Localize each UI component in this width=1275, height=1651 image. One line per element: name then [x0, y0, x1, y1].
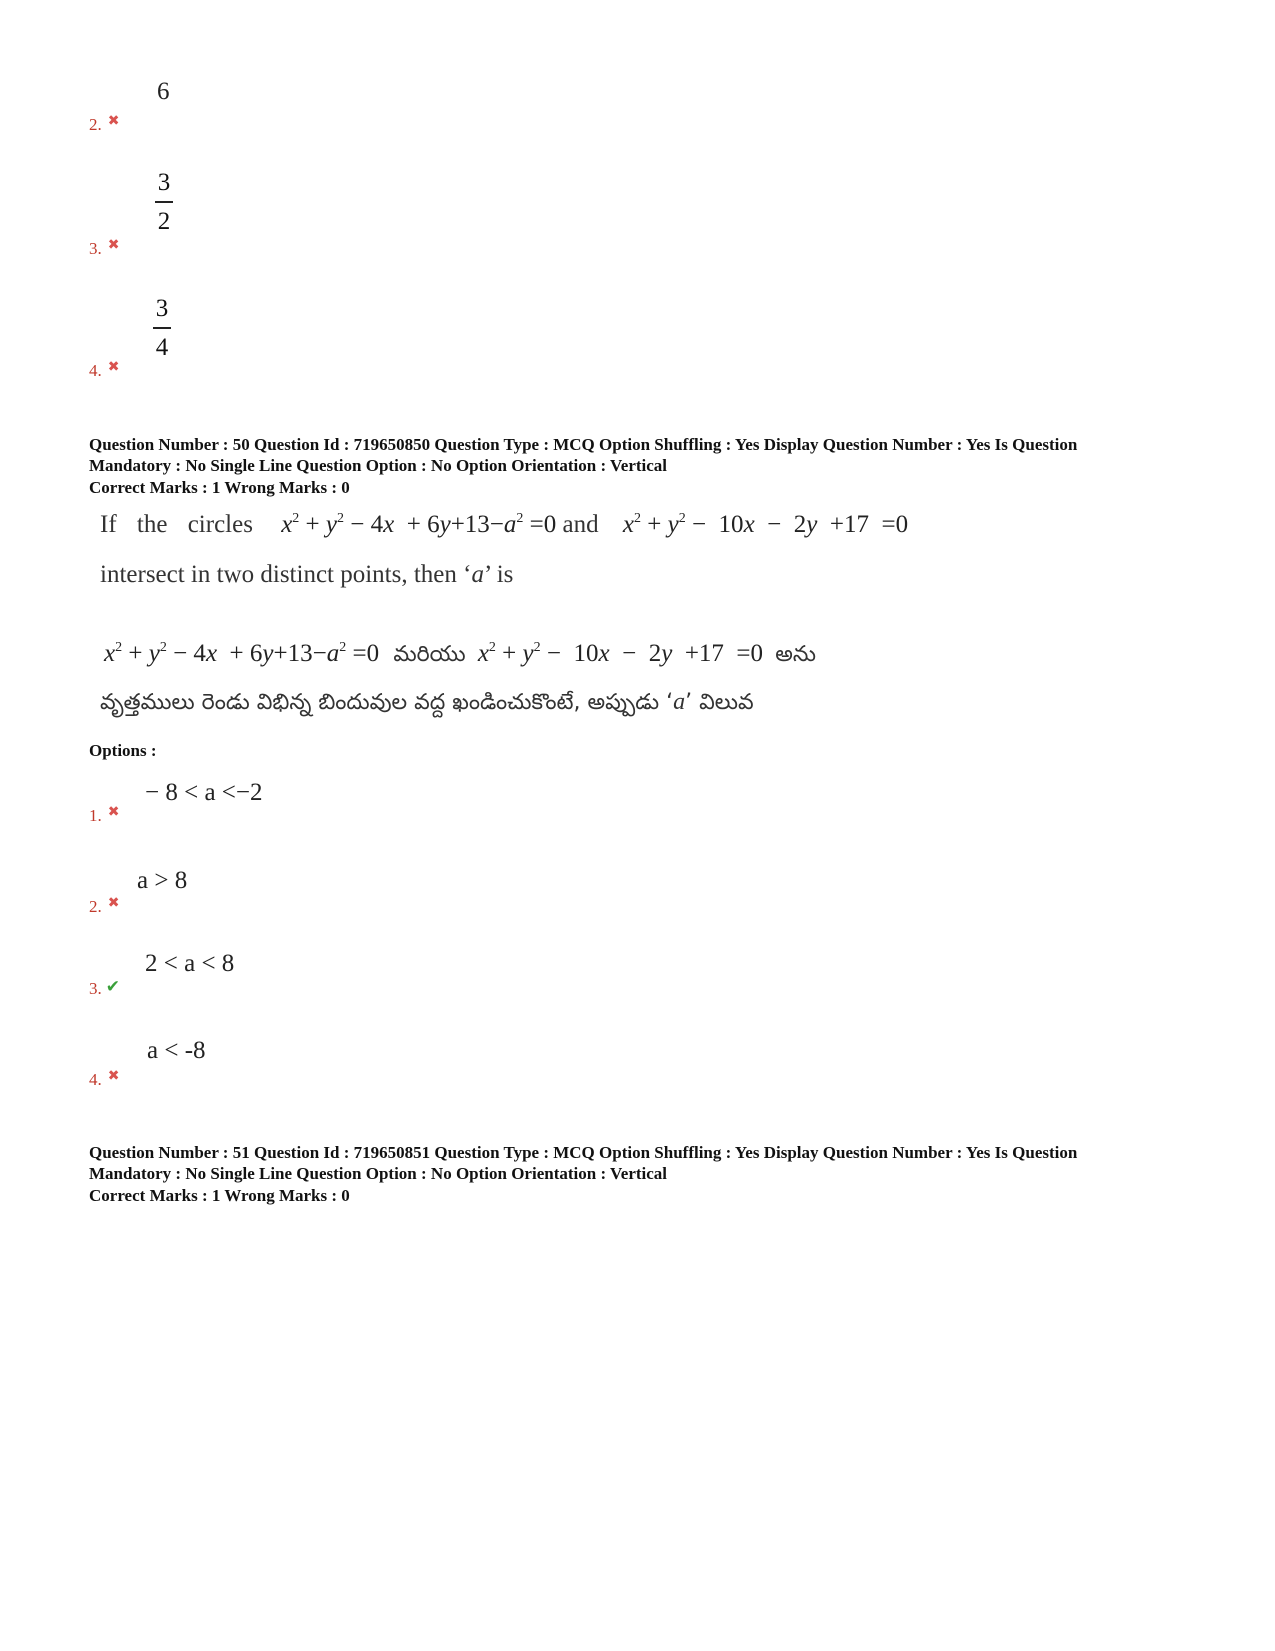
q50-meta — [89, 434, 1209, 476]
cross-icon: ✖ — [107, 1069, 120, 1084]
q50-option-2-value: a > 8 — [137, 867, 188, 894]
cross-icon: ✖ — [107, 805, 120, 820]
q50-option-3 — [89, 977, 120, 999]
prev-option-3 — [89, 237, 119, 259]
q50-meta-line1: Question Number : 50 Question Id : 719650850 Question Type : MCQ Option Shuffling : Yes Display Question Number : Yes Is Question — [89, 435, 1078, 454]
prev-option-2-value: 6 — [157, 78, 170, 105]
q50-option-1 — [89, 804, 119, 826]
option-number: 1. — [89, 806, 102, 825]
fraction-bar — [153, 327, 171, 329]
cross-icon: ✖ — [107, 114, 120, 129]
q50-meta-line2: Mandatory : No Single Line Question Option : No Option Orientation : Vertical — [89, 456, 668, 475]
circle-equation-2-te: $x^2 + y^2 - 10x - 2y +17 =0$ — [477, 640, 764, 667]
check-icon: ✔ — [105, 977, 120, 997]
word-mariyu: మరియు — [393, 642, 466, 667]
word-and: and — [562, 511, 599, 538]
q50-option-2 — [89, 895, 119, 917]
numerator: 3 — [155, 295, 169, 322]
circle-equation-2: $x^2 + y^2 - 10x - 2y +17 =0$ — [622, 511, 909, 538]
q50-option-4 — [89, 1068, 119, 1090]
prev-option-4 — [89, 359, 119, 381]
prev-option-3-fraction — [155, 170, 173, 234]
word-if: If — [100, 511, 117, 538]
q51-meta-line1: Question Number : 51 Question Id : 719650851 Question Type : MCQ Option Shuffling : Yes Display Question Number : Yes Is Question — [89, 1143, 1078, 1162]
q50-marks: Correct Marks : 1 Wrong Marks : 0 — [89, 478, 350, 497]
denominator: 4 — [155, 333, 169, 361]
fraction-bar — [155, 201, 173, 203]
word-anu: అను — [775, 642, 816, 667]
word-the: the — [136, 511, 168, 538]
numerator: 3 — [157, 169, 171, 196]
q50-english-line1 — [100, 511, 1000, 539]
q50-telugu-line1 — [104, 640, 816, 672]
option-number: 4. — [89, 361, 102, 380]
q51-meta — [89, 1142, 1209, 1184]
denominator: 2 — [157, 207, 171, 235]
cross-icon: ✖ — [107, 360, 120, 375]
option-number: 4. — [89, 1070, 102, 1089]
option-number: 3. — [89, 239, 102, 258]
circle-equation-1-te: $x^2 + y^2 - 4x + 6y+13-a^2 =0$ — [104, 640, 380, 667]
option-number: 2. — [89, 897, 102, 916]
word-circles: circles — [187, 511, 253, 538]
q51-meta-line2: Mandatory : No Single Line Question Option : No Option Orientation : Vertical — [89, 1164, 668, 1183]
q50-option-3-value: 2 < a < 8 — [145, 950, 235, 977]
q50-option-1-value: − 8 < a <−2 — [145, 779, 263, 806]
q50-option-4-value: a < -8 — [147, 1037, 206, 1064]
prev-option-2 — [89, 113, 119, 135]
q50-options-label: Options : — [89, 741, 157, 760]
cross-icon: ✖ — [107, 238, 120, 253]
option-number: 3. — [89, 979, 102, 998]
q50-english-line2: intersect in two distinct points, then ‘a’ is — [100, 561, 514, 588]
cross-icon: ✖ — [107, 896, 120, 911]
q50-telugu-line2: వృత్తములు రెండు విభిన్న బిందువుల వద్ద ఖండించుకొంటే, అప్పుడు ‘a’ విలువ — [100, 689, 754, 715]
option-number: 2. — [89, 115, 102, 134]
prev-option-4-fraction — [153, 296, 171, 360]
q51-marks: Correct Marks : 1 Wrong Marks : 0 — [89, 1186, 350, 1205]
circle-equation-1: $x^2 + y^2 - 4x + 6y+13-a^2 =0$ — [281, 511, 557, 538]
